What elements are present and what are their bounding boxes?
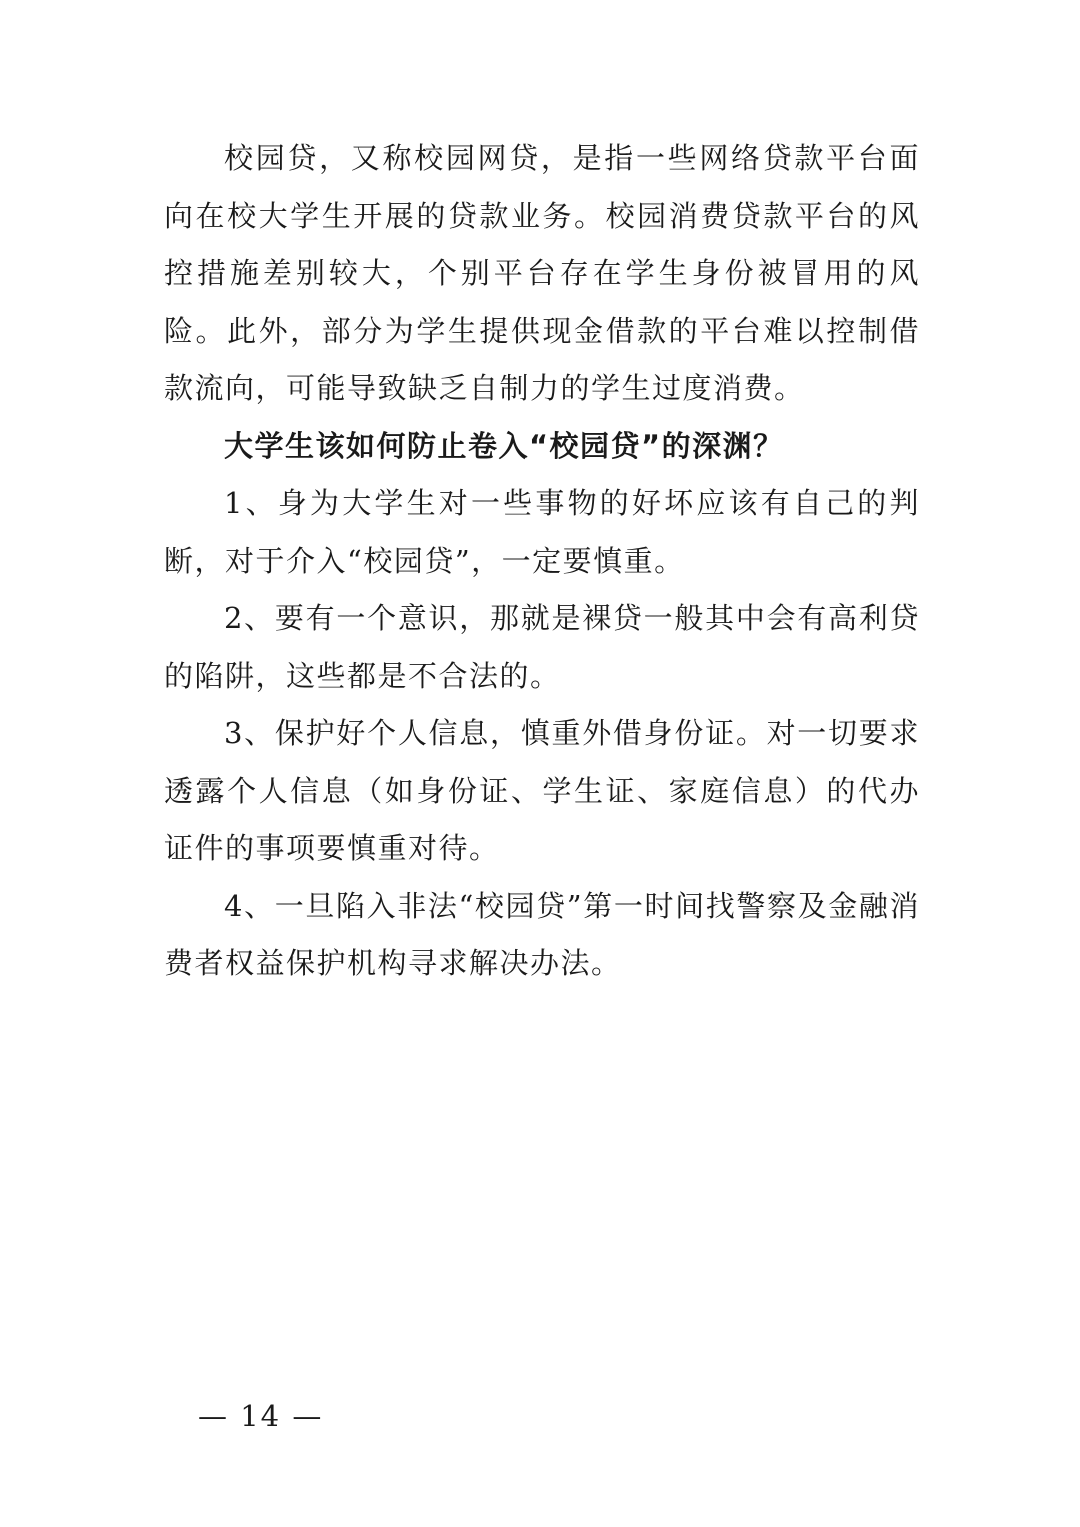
document-body [164, 130, 920, 993]
section-heading: 大学生该如何防止卷入“校园贷”的深渊？ [224, 428, 784, 463]
intro-paragraph: 校园贷，又称校园网贷，是指一些网络贷款平台面向在校大学生开展的贷款业务。校园消费贷款平台的风控措施差别较大，个别平台存在学生身份被冒用的风险。此外，部分为学生提供现金借款的平台难以控制借款流向，可能导致缺乏自制力的学生过度消费。 [164, 141, 920, 405]
page-number: — 14 — [198, 1399, 324, 1433]
list-item-4: 4、一旦陷入非法“校园贷”第一时间找警察及金融消费者权益保护机构寻求解决办法。 [164, 888, 920, 980]
list-item-2: 2、要有一个意识，那就是裸贷一般其中会有高利贷的陷阱，这些都是不合法的。 [164, 601, 920, 693]
list-item-1: 1、身为大学生对一些事物的好坏应该有自己的判断，对于介入“校园贷”，一定要慎重。 [164, 486, 920, 578]
list-item-3: 3、保护好个人信息，慎重外借身份证。对一切要求透露个人信息（如身份证、学生证、家庭信息）的代办证件的事项要慎重对待。 [164, 716, 920, 865]
